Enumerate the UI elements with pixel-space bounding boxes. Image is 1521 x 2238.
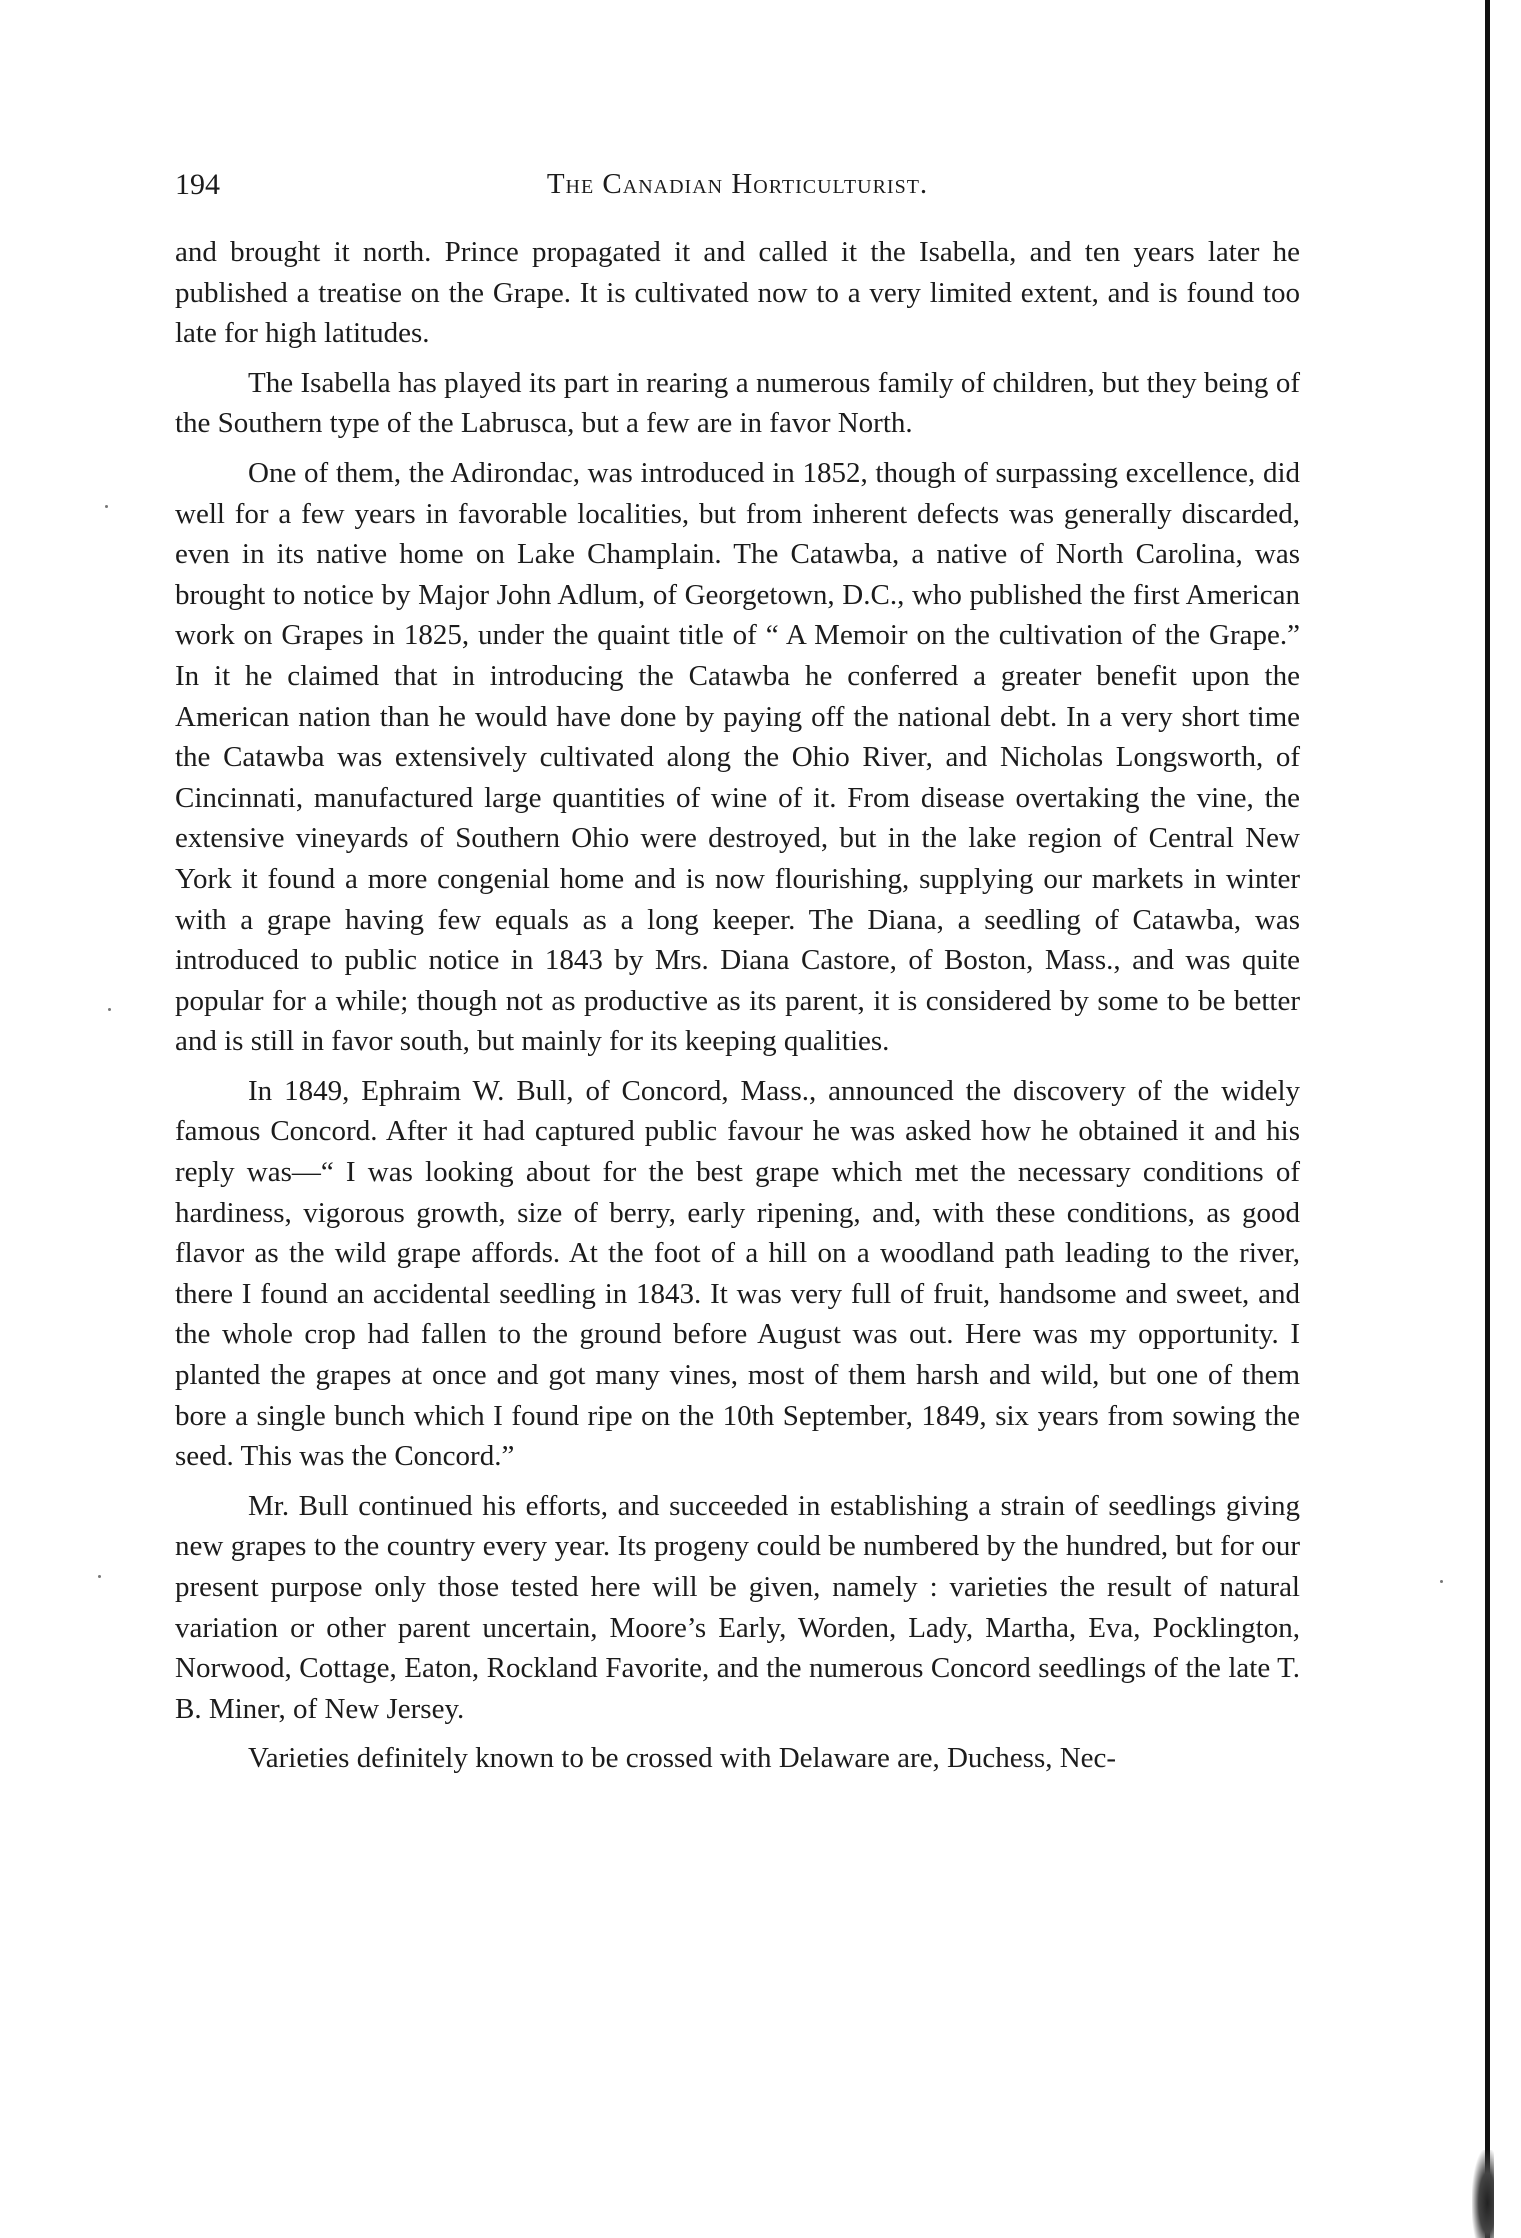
paragraph-4: In 1849, Ephraim W. Bull, of Concord, Mass., announced the discovery of the widely famous Concord. After it had captured public favour he was asked how he obtained it and his reply was—“ I was looking about for the best grape which met the necessary conditions of hardiness, vigorous growth, size of berry, early ripening, and, with these conditions, as good flavor as the wild grape affords. At the foot of a hill on a woodland path leading to the river, there I found an accidental seedling in 1843. It was very full of fruit, handsome and sweet, and the whole crop had fallen to the ground before August was out. Here was my opportunity. I planted the grapes at once and got many vines, most of them harsh and wild, but one of them bore a single bunch which I found ripe on the 10th September, 1849, six years from sowing the seed. This was the Concord.” xyxy=(175,1074,1300,1473)
running-title: The Canadian Horticulturist. xyxy=(546,168,929,200)
body-text xyxy=(175,232,1300,1788)
page-edge-smudge xyxy=(1472,2150,1494,2238)
page-header xyxy=(175,168,1300,208)
page-edge-line xyxy=(1485,0,1490,2238)
page-number: 194 xyxy=(175,168,220,201)
paragraph-1: and brought it north. Prince propagated it and called it the Isabella, and ten years later he published a treatise on the Grape. It is cultivated now to a very limited extent, and is found too late for high latitudes. xyxy=(175,236,1300,350)
paragraph-6: Varieties definitely known to be crossed with Delaware are, Duchess, Nec- xyxy=(248,1742,1117,1775)
paragraph-3: One of them, the Adirondac, was introduced in 1852, though of surpassing excellence, did well for a few years in favorable localities, but from inherent defects was generally discarded, even in its native home on Lake Champlain. The Catawba, a native of North Carolina, was brought to notice by Major John Adlum, of Georgetown, D.C., who published the first American work on Grapes in 1825, under the quaint title of “ A Memoir on the cultivation of the Grape.” In it he claimed that in introducing the Catawba he conferred a greater benefit upon the American nation than he would have done by paying off the national debt. In a very short time the Catawba was extensively cultivated along the Ohio River, and Nicholas Longsworth, of Cincinnati, manufactured large quantities of wine of it. From disease overtaking the vine, the extensive vineyards of Southern Ohio were destroyed, but in the lake region of Central New York it found a more congenial home and is now flourishing, supplying our markets in winter with a grape having few equals as a long keeper. The Diana, a seedling of Catawba, was introduced to public notice in 1843 by Mrs. Diana Castore, of Boston, Mass., and was quite popular for a while; though not as productive as its parent, it is considered by some to be better and is still in favor south, but mainly for its keeping qualities. xyxy=(175,456,1300,1058)
scan-speck xyxy=(98,1575,101,1578)
paragraph-5: Mr. Bull continued his efforts, and succeeded in establishing a strain of seedlings giving new grapes to the country every year. Its progeny could be numbered by the hundred, but for our present purpose only those tested here will be given, namely : varieties the result of natural variation or other parent uncertain, Moore’s Early, Worden, Lady, Martha, Eva, Pocklington, Norwood, Cottage, Eaton, Rockland Favorite, and the numerous Concord seedlings of the late T. B. Miner, of New Jersey. xyxy=(175,1489,1300,1725)
scan-speck xyxy=(1440,1580,1443,1583)
scan-speck xyxy=(108,1008,111,1011)
paragraph-2: The Isabella has played its part in rearing a numerous family of children, but they being of the Southern type of the Labrusca, but a few are in favor North. xyxy=(175,366,1300,440)
scan-speck xyxy=(105,505,108,508)
